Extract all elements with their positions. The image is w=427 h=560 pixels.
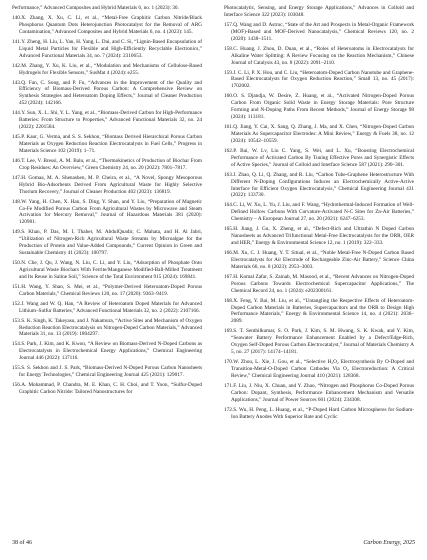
reference-entry: 141.Y. Zheng, H. Liu, L. Yan, H. Yang, L. Dai, and C. Si, “Lignin-Based Encapsulation of Liquid Metal Particles for Flexible and High-Efficiently Recyclable Electronics,” Advanced Functional Materials 34, no. 7 (2024): 2310653.: [12, 38, 202, 59]
reference-entry: 165.H. Jiang, J. Gu, X. Zheng, et al., “Defect-Rich and Ultrathin N Doped Carbon Nanosheets as Advanced Trifunctional Metal-Free Electrocatalysts for the ORR, OER and HER,” Energy & Environmental Science 12, no. 1 (2019): 322–333.: [224, 226, 414, 247]
reference-entry: 157.Q. Wang and D. Astruc, “State of the Art and Prospects in Metal-Organic Framework (MOF)-Based and MOF-Derived Nanocatalysis,” Chemical Reviews 120, no. 2 (2020): 1438–1511.: [224, 21, 414, 42]
reference-entry: 143.Q. Fan, C. Song, and P. Fu, “Advances in the Improvement of the Quality and Efficiency of Biomass-Derived Porous Carbon: A Comprehensive Review on Synthesis Strategies and Heteroatom Doping Effects,” Journal of Cleaner Production 452 (2024): 142166.: [12, 79, 202, 107]
reference-entry: 150.N. Che, J. Qu, J. Wang, N. Liu, C. Li, and Y. Liu, “Adsorption of Phosphate Onto Agricultural Waste Biochars With Ferrite/Manganese Modified-Ball-Milled Treatment and Its Reuse in Saline Soil,” Science of the Total Environment 915 (2024): 169841.: [12, 260, 202, 280]
reference-entry: 156.A. Mohammad, P. Chandra, M. E. Khan, C. H. Choi, and T. Yoon, “Sulfur-Doped Graphitic Carbon Nitride: Tailored Nanostructures for: [12, 382, 202, 396]
reference-entry: 154.S. Park, J. Kim, and K. Kwon, “A Review on Biomass-Derived N-Doped Carbons as Electrocatalysts in Electrochemical Energy Applications,” Chemical Engineering Journal 446 (2022): 137116.: [12, 341, 202, 362]
reference-entry: 140.X. Zhang, X. Xu, C. Li, et al., “Metal-Free Graphitic Carbon Nitride/Black Phosphorus Quantum Dots Heterojunction Photocatalyst for the Removal of ARG Contamination,” Advanced Composites and Hybrid Materials 6, no. 4 (2023): 145.: [12, 15, 202, 35]
reference-entry: 160.O. S. Djandja, W. Desire, Z. Huang, et al., “Activated Nitrogen-Doped Porous Carbon From Organic Solid Waste in Energy Storage Materials: Pore Structure Forming and N-Doping Paths From Recent Methods,” Journal of Energy Storage 98 (2024): 113181.: [224, 93, 414, 121]
journal-name: Carbon Energy, 2025: [363, 540, 415, 546]
reference-entry: 146.T. Lee, V. Bressi, A. M. Balu, et al., “Thermokinetics of Production of Biochar From Crop Residues: An Overview,” Green Chemistry 24, no. 20 (2022): 7801–7817.: [12, 157, 202, 171]
reference-entry: 163.J. Zhao, Q. Li, Q. Zhang, and R. Liu, “Carbon Tube-Graphene Heterostructure With Different N-Doping Configurations Induces an Electrochemically Active-Active Interface for Efficient Oxygen Electrocatalysis,” Chemical Engineering Journal 431 (2022): 133730.: [224, 171, 414, 199]
reference-entry: 147.H. Gomaa, M. A. Shenashen, M. P. Cheira, et al., “A Novel, Spongy Mesoporous Hybrid Bio-Adsorbents Derived From Agricultural Waste for Highly Selective Thorium Recovery,” Journal of Cleaner Production 402 (2023): 136819.: [12, 174, 202, 195]
reference-entry: 162.P. Bai, W. Lv, Liu C. Yang, S. Wei, and L. Xu, “Boosting Electrochemical Performance of Activated Carbon By Tuning Effective Pores and Synergistic Effects of Active Species,” Journal of Colloid and Interface Science 587 (2021): 290–301.: [224, 147, 414, 168]
reference-entry: Performance,” Advanced Composites and Hybrid Materials 6, no. 1 (2023): 30.: [12, 5, 179, 11]
reference-entry: 170.W. Zhou, L. Xie, J. Gou, et al., “Selective H₂O₂ Electrosynthesis By O-Doped and Transition-Metal-O-Doped Carbon Cathodes Via O₂ Electroreduction: A Critical Review,” Chemical Engineering Journal 410 (2021): 128368.: [224, 359, 414, 379]
reference-entry: 166.M. Xu, C. J. Huang, Y. T. Situal, et al., “Noble Metal-Free N-Doped Carbon Based Electrocatalysts for Air Electrode of Rechargeable Zinc-Air Battery,” Science China Materials 66, no. 8 (2023): 2953–3003.: [224, 250, 414, 270]
reference-entry: 159.J. C. Li, P. X. Hou, and C. Liu, “Heteroatom-Doped Carbon Nanotube and Graphene-Based Electrocatalysts for Oxygen Reduction Reaction,” Small 13, no. 45 (2017): 1702002.: [224, 69, 414, 90]
reference-entry: 155.S. S. Sekhon and J. S. Park, “Biomass-Derived N-Doped Porous Carbon Nanosheets for Energy Technologies,” Chemical Engineering Journal 425 (2021): 129017.: [12, 365, 202, 379]
reference-entry: 171.F. Liu, J. Niu, X. Chuan, and Y. Zhao, “Nitrogen and Phosphorus Co-Doped Porous Carbon: Dopant, Synthesis, Performance Enhancement Mechanism and Versatile Applications,” Journal of Power Sources 601 (2024): 234308.: [224, 382, 414, 403]
reference-entry: Photocatalytic, Sensing, and Energy Storage Applications,” Advances in Colloid and Interface Science 322 (2023): 103048.: [224, 5, 414, 18]
reference-entry: 151.H. Wang, Y. Shao, S. Mei, et al., “Polymer-Derived Heteroatom-Doped Porous Carbon Materials,” Chemical Reviews 120, no. 17 (2020): 9363–9419.: [12, 283, 202, 297]
reference-list-right: [224, 5, 414, 424]
reference-entry: 167.H. Komal Zafar, S. Zainab, M. Masood, et al., “Recent Advances on Nitrogen-Doped Porous Carbons Towards Electrochemical Supercapacitor Applications,” The Chemical Record 24, no. 1 (2024): e202300161.: [224, 273, 414, 294]
reference-entry: 149.S. Khan, P. Das, M. I. Thaher, M. AbdulQuadir, C. Mahata, and H. Al Jabri, “Utilization of Nitrogen-Rich Agricultural Waste Streams by Microalgae for the Production of Protein and Value-Added Compounds,” Current Opinion in Green and Sustainable Chemistry 41 (2023): 100797.: [12, 229, 202, 257]
reference-entry: 168.X. Feng, Y. Bai, M. Liu, et al., “Untangling the Respective Effects of Heteroatom-Doped Carbon Materials in Batteries, Supercapacitors and the ORR to Design High Performance Materials,” Energy & Environmental Science 14, no. 4 (2021): 2036–2089.: [224, 297, 414, 325]
reference-entry: 169.S. T. Senthilkumar, S. O. Park, J. Kim, S. M. Hwang, S. K. Kwak, and Y. Kim, “Seawater Battery Performance Enhancement Enabled by a Defect/Edge-Rich, Oxygen Self-Doped Porous Carbon Electrocatalyst,” Journal of Materials Chemistry A 5, no. 27 (2017): 14174–14181.: [224, 328, 414, 356]
reference-entry: 148.W. Yang, H. Chen, X. Han, S. Ding, Y. Shan, and Y. Liu, “Preparation of Magnetic Co-Fe Modified Porous Carbon From Agricultural Wastes by Microwave and Steam Activation for Mercury Removal,” Journal of Hazardous Materials 381 (2020): 120981.: [12, 198, 202, 226]
reference-entry: 152.J. Wang and W. Q. Han, “A Review of Heteroatom Doped Materials for Advanced Lithium–Sulfur Batteries,” Advanced Functional Materials 32, no. 2 (2022): 2107166.: [12, 300, 202, 314]
page-footer: [12, 538, 415, 548]
reference-entry: 164.C. Li, W. Xu, L. Yu, J. Liu, and F. Wang, “Hydrothermal-Induced Formation of Well-Defined Hollow Carbons With Curvature-Activated N-C Sites for Zn-Air Batteries,” Chemistry – A European Journal 27, no. 20 (2021): 6247–6253.: [224, 202, 414, 223]
reference-list-left: [12, 5, 202, 399]
reference-entry: 158.C. Huang, J. Zhou, D. Duan, et al., “Roles of Heteroatoms in Electrocatalysts for Alkaline Water Splitting: A Review Focusing on the Reaction Mechanism,” Chinese Journal of Catalysis 43, no. 8 (2022): 2091–2110.: [224, 45, 414, 66]
reference-entry: 142.M. Zhang, Y. Xu, K. Liu, et al., “Modulation and Mechanisms of Cellulose-Based Hydrogels for Flexible Sensors,” SusMat 4 (2024): e255.: [12, 62, 202, 76]
page-number: 38 of 46: [12, 540, 32, 546]
reference-entry: 172.S. Wu, H. Peng, L. Huang, et al., “P-Doped Hard Carbon Microspheres for Sodium-Ion Battery Anodes With Superior Rate and Cyclic: [224, 406, 414, 420]
reference-entry: 153.S. K. Singh, K. Takeyasu, and J. Nakamura, “Active Sites and Mechanism of Oxygen Reduction Reaction Electrocatalysis on Nitrogen-Doped Carbon Materials,” Advanced Materials 31, no. 13 (2019): 1804297.: [12, 317, 202, 338]
reference-entry: 144.Y. Sun, X. L. Shi, Y. L. Yang, et al., “Biomass-Derived Carbon for High-Performance Batteries: From Structure to Properties,” Advanced Functional Materials 32, no. 24 (2022): 2201584.: [12, 110, 202, 131]
reference-entry: 145.P. Kaur, G. Verma, and S. S. Sekhon, “Biomass Derived Hierarchical Porous Carbon Materials as Oxygen Reduction Reaction Electrocatalysts in Fuel Cells,” Progress in Materials Science 102 (2019): 1–71.: [12, 134, 202, 154]
reference-entry: 161.Q. Jiang, Y. Cai, X. Sang, Q. Zhang, J. Ma, and X. Chen, “Nitrogen-Doped Carbon Materials As Supercapacitor Electrodes: A Mini Review,” Energy & Fuels 38, no. 12 (2024): 10542–10559.: [224, 124, 414, 144]
